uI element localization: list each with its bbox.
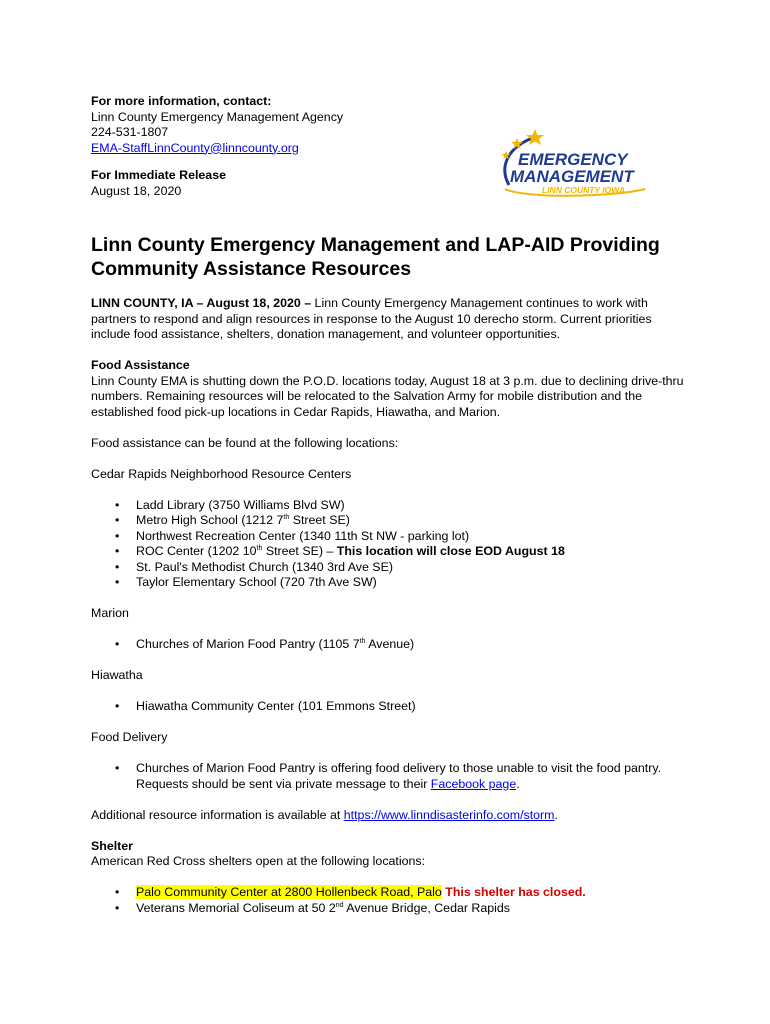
highlighted-text: Palo Community Center at 2800 Hollenbeck Road, Palo	[136, 885, 442, 899]
headline	[91, 233, 711, 281]
list-item: • Hiawatha Community Center (101 Emmons Street)	[91, 699, 691, 715]
facebook-page-link[interactable]: Facebook page	[430, 776, 517, 791]
marion-title: Marion	[91, 606, 129, 620]
intro-dateline: LINN COUNTY, IA – August 18, 2020 –	[91, 296, 312, 310]
list-item: • Churches of Marion Food Pantry is offering food delivery to those unable to visit the food pantry. Requests should be sent via private message to their Facebook page.	[91, 761, 691, 792]
contact-block	[91, 94, 471, 156]
logo-line2: MANAGEMENT	[510, 167, 634, 186]
intro-paragraph	[91, 296, 691, 343]
food-section	[91, 358, 691, 420]
cedar-list	[91, 498, 691, 591]
release-date: August 18, 2020	[91, 183, 182, 198]
food-title: Food Assistance	[91, 358, 190, 372]
contact-email-link[interactable]: EMA-StaffLinnCounty@linncounty.org	[91, 140, 299, 155]
shelter-section	[91, 839, 691, 870]
headline-line1: Linn County Emergency Management and LAP-AID Providing	[91, 234, 660, 256]
cedar-title: Cedar Rapids Neighborhood Resource Centers	[91, 466, 352, 481]
logo-star-large	[526, 129, 544, 145]
shelter-title: Shelter	[91, 838, 134, 853]
headline-line2: Community Assistance Resources	[91, 258, 412, 280]
list-item: • St. Paul's Methodist Church (1340 3rd Ave SE)	[91, 560, 691, 576]
food-text: Linn County EMA is shutting down the P.O.D. locations today, August 18 at 3 p.m. due to declining drive-thru numbers. Remaining resources will be relocated to the Salvation Army for mobile distribution and the established food pick-up locations in Cedar Rapids, Hiawatha, and Marion.	[91, 373, 684, 419]
list-item: • Metro High School (1212 7th Street SE)	[91, 513, 691, 529]
contact-agency: Linn County Emergency Management Agency	[91, 109, 344, 124]
list-item: • Churches of Marion Food Pantry (1105 7th Avenue)	[91, 637, 691, 653]
shelter-intro: American Red Cross shelters open at the following locations:	[91, 854, 426, 868]
list-item: • Veterans Memorial Coliseum at 50 2nd Avenue Bridge, Cedar Rapids	[91, 901, 691, 917]
list-item: • Northwest Recreation Center (1340 11th St NW - parking lot)	[91, 529, 691, 545]
intro-text: Linn County Emergency Management continues to work with partners to respond and align resources in response to the August 10 derecho storm. Current priorities include food assistance, shelters, donation management, and volunteer opportunities.	[91, 296, 652, 341]
list-item: • Ladd Library (3750 Williams Blvd SW)	[91, 498, 691, 514]
list-item: • ROC Center (1202 10th Street SE) – This location will close EOD August 18	[91, 544, 691, 560]
contact-heading: For more information, contact:	[91, 94, 272, 108]
logo-line3: LINN COUNTY IOWA	[542, 185, 625, 195]
list-item: • Taylor Elementary School (720 7th Ave SW)	[91, 575, 691, 591]
hiawatha-list	[91, 699, 691, 715]
release-label: For Immediate Release	[91, 168, 226, 182]
additional-info: Additional resource information is available at https://www.linndisasterinfo.com/storm.	[91, 807, 558, 822]
release-block	[91, 168, 226, 199]
contact-phone: 224-531-1807	[91, 125, 169, 139]
document-body	[91, 296, 691, 932]
food-locations-intro: Food assistance can be found at the following locations:	[91, 435, 399, 450]
delivery-list	[91, 761, 691, 792]
disaster-info-link[interactable]: https://www.linndisasterinfo.com/storm	[343, 807, 555, 822]
closed-notice: This shelter has closed.	[441, 885, 586, 899]
emergency-management-logo	[495, 127, 655, 199]
shelter-list	[91, 885, 691, 916]
delivery-title: Food Delivery	[91, 730, 168, 744]
list-item	[91, 885, 691, 901]
logo-line1: EMERGENCY	[518, 150, 628, 169]
hiawatha-title: Hiawatha	[91, 668, 143, 682]
marion-list	[91, 637, 691, 653]
